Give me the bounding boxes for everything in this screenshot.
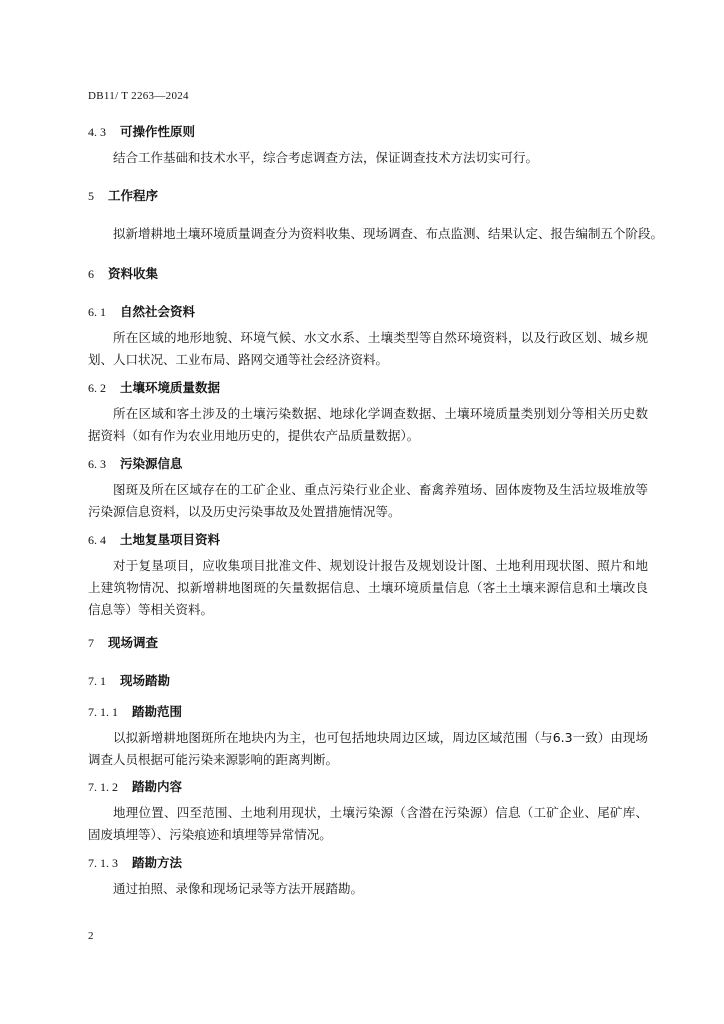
section-title: 现场调查 <box>108 635 159 650</box>
section-number: 6. 2 <box>88 381 106 395</box>
section-title: 工作程序 <box>108 188 159 203</box>
section-heading <box>88 264 158 282</box>
section-number: 7. 1. 3 <box>88 856 118 870</box>
section-heading <box>88 454 183 472</box>
section-title: 踏勘方法 <box>132 855 183 870</box>
section-heading <box>88 530 220 548</box>
section-heading <box>88 633 158 651</box>
section-number: 5 <box>88 189 94 203</box>
section-heading <box>88 671 170 689</box>
paragraph: 对于复垦项目，应收集项目批准文件、规划设计报告及规划设计图、土地利用现状图、照片和地上建筑物情况、拟新增耕地图斑的矢量数据信息、土壤环境质量信息（客土土壤来源信息和土壤改良信息等）等相关资料。 <box>88 558 648 617</box>
page-number: 2 <box>88 930 94 942</box>
section-heading <box>88 777 182 795</box>
document-header-id: DB11/ T 2263—2024 <box>88 90 189 102</box>
section-number: 7. 1. 1 <box>88 705 118 719</box>
paragraph: 通过拍照、录像和现场记录等方法开展踏勘。 <box>113 881 364 896</box>
paragraph: 结合工作基础和技术水平，综合考虑调查方法，保证调查技术方法切实可行。 <box>113 150 539 165</box>
paragraph: 所在区域和客土涉及的土壤污染数据、地球化学调查数据、土壤环境质量类别划分等相关历史数据资料（如有作为农业用地历史的，提供农产品质量数据）。 <box>88 406 648 443</box>
section-number: 4. 3 <box>88 125 106 139</box>
section-heading <box>88 186 158 204</box>
section-title: 土壤环境质量数据 <box>120 380 221 395</box>
section-number: 6. 3 <box>88 457 106 471</box>
section-title: 可操作性原则 <box>120 124 196 139</box>
section-heading <box>88 853 182 871</box>
section-title: 自然社会资料 <box>120 304 196 319</box>
section-title: 污染源信息 <box>120 456 183 471</box>
paragraph: 所在区域的地形地貌、环境气候、水文水系、土壤类型等自然环境资料，以及行政区划、城乡规划、人口状况、工业布局、路网交通等社会经济资料。 <box>88 330 648 367</box>
section-title: 踏勘内容 <box>132 779 183 794</box>
section-number: 6. 4 <box>88 533 106 547</box>
section-heading <box>88 122 195 140</box>
paragraph: 拟新增耕地土壤环境质量调查分为资料收集、现场调查、布点监测、结果认定、报告编制五个阶段。 <box>113 226 664 241</box>
section-title: 资料收集 <box>108 266 159 281</box>
section-title: 踏勘范围 <box>132 704 183 719</box>
section-number: 7. 1 <box>88 674 106 688</box>
section-number: 7. 1. 2 <box>88 780 118 794</box>
section-number: 6 <box>88 267 94 281</box>
section-number: 6. 1 <box>88 305 106 319</box>
section-title: 现场踏勘 <box>120 673 171 688</box>
section-number: 7 <box>88 636 94 650</box>
section-heading <box>88 702 182 720</box>
section-title: 土地复垦项目资料 <box>120 532 221 547</box>
section-heading <box>88 302 195 320</box>
paragraph: 地理位置、四至范围、土地利用现状，土壤污染源（含潜在污染源）信息（工矿企业、尾矿库、固废填埋等）、污染痕迹和填埋等异常情况。 <box>88 805 648 842</box>
paragraph: 图斑及所在区域存在的工矿企业、重点污染行业企业、畜禽养殖场、固体废物及生活垃圾堆放等污染源信息资料，以及历史污染事故及处置措施情况等。 <box>88 482 648 519</box>
paragraph: 以拟新增耕地图斑所在地块内为主，也可包括地块周边区域，周边区域范围（与6.3一致）由现场调查人员根据可能污染来源影响的距离判断。 <box>88 730 648 767</box>
section-heading <box>88 378 220 396</box>
